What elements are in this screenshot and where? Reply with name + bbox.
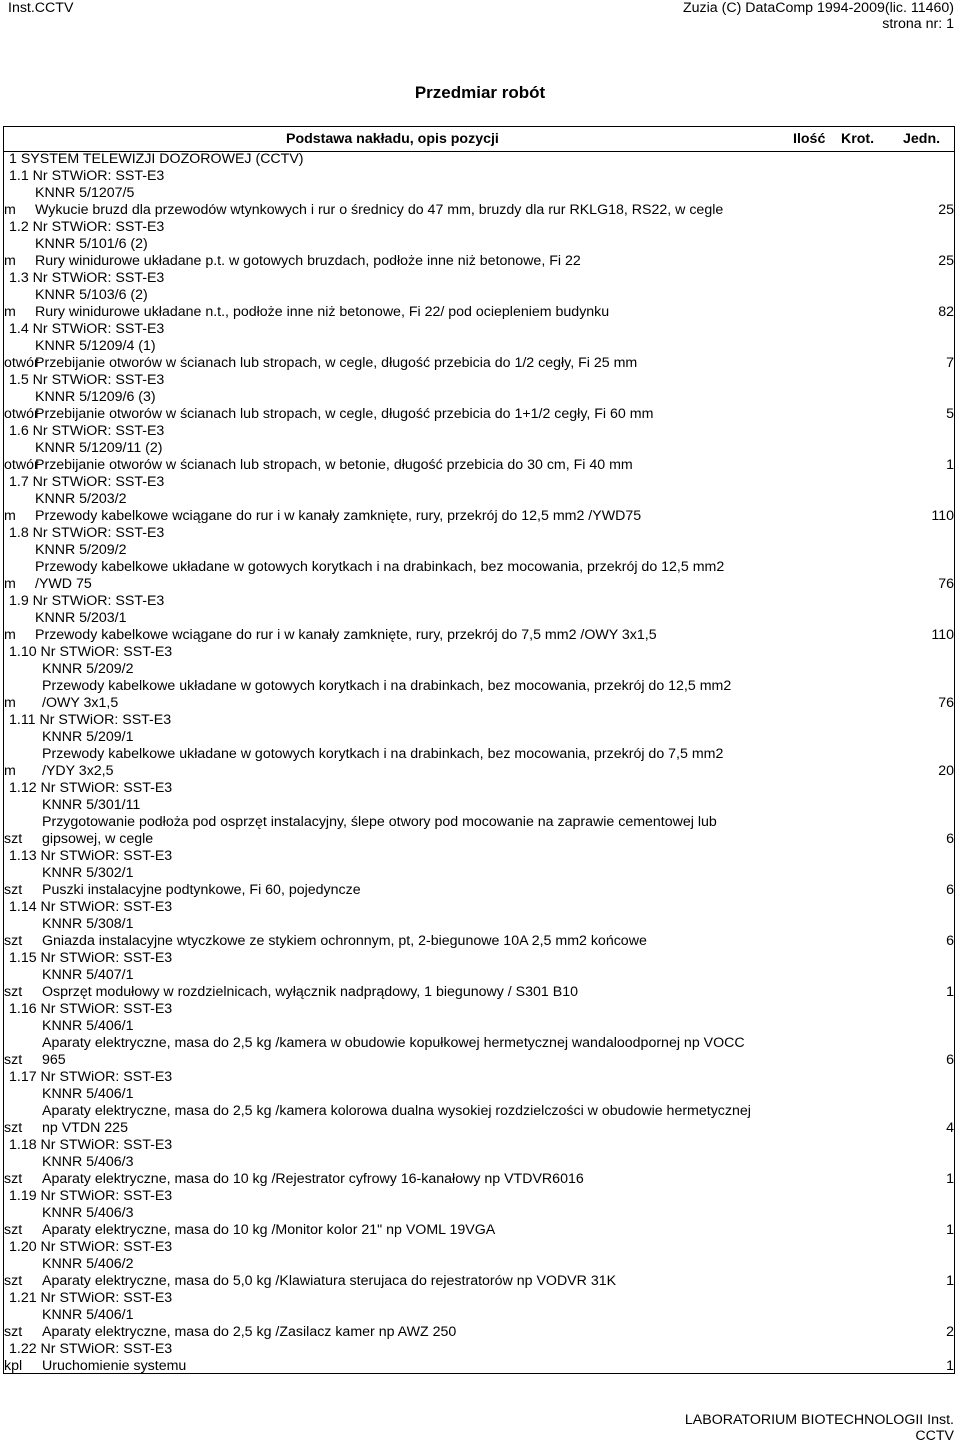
item-description: Przebijanie otworów w ścianach lub stropach, w cegle, długość przebicia do 1+1/2 cegły, Fi 60 mm [35,406,654,422]
item-code: 1.2 Nr STWiOR: SST-E3 [9,219,165,235]
footer-line1: LABORATORIUM BIOTECHNOLOGII Inst. [684,1412,954,1428]
item-qty: 7 [946,355,954,371]
item-qty: 6 [946,831,954,847]
item-code: 1.8 Nr STWiOR: SST-E3 [9,525,165,541]
item-knnr: KNNR 5/203/1 [35,610,127,626]
item-knnr: KNNR 5/406/3 [42,1154,134,1170]
item-description: /YDY 3x2,5 [42,763,114,779]
item-description: np VTDN 225 [42,1120,128,1136]
footer [685,1412,954,1444]
item-knnr: KNNR 5/1209/11 (2) [35,440,163,456]
item-qty: 6 [946,1052,954,1068]
item-unit: m [4,576,16,592]
item-unit: szt [4,882,23,898]
item-code: 1.16 Nr STWiOR: SST-E3 [9,1001,173,1017]
item-code: 1.5 Nr STWiOR: SST-E3 [9,372,165,388]
item-unit: szt [4,1222,23,1238]
item-qty: 6 [946,882,954,898]
item-description: Przewody kabelkowe układane w gotowych korytkach i na drabinkach, bez mocowania, przekrój do 7,5 mm2 [42,746,724,762]
item-code: 1.9 Nr STWiOR: SST-E3 [9,593,165,609]
estimate-table [3,126,955,1374]
item-unit: m [4,695,16,711]
item-description: Przebijanie otworów w ścianach lub stropach, w betonie, długość przebicia do 30 cm, Fi 40 mm [35,457,633,473]
item-qty: 25 [938,202,954,218]
item-unit: otwór [4,355,39,371]
item-qty: 1 [946,1171,954,1187]
item-knnr: KNNR 5/101/6 (2) [35,236,148,252]
item-knnr: KNNR 5/103/6 (2) [35,287,148,303]
column-krot: Krot. [841,131,875,147]
item-qty: 1 [946,1358,954,1374]
item-knnr: KNNR 5/406/1 [42,1307,134,1323]
item-description: Gniazda instalacyjne wtyczkowe ze stykiem ochronnym, pt, 2-biegunowe 10A 2,5 mm2 końcowe [42,933,647,949]
item-qty: 110 [931,627,954,643]
item-qty: 25 [938,253,954,269]
item-code: 1.12 Nr STWiOR: SST-E3 [9,780,173,796]
item-qty: 1 [946,984,954,1000]
column-qty: Ilość [793,131,826,147]
item-code: 1.3 Nr STWiOR: SST-E3 [9,270,165,286]
item-knnr: KNNR 5/1209/6 (3) [35,389,156,405]
header-left: Inst.CCTV [8,0,74,16]
item-knnr: KNNR 5/302/1 [42,865,134,881]
item-unit: szt [4,984,23,1000]
item-unit: szt [4,1120,23,1136]
item-description: Uruchomienie systemu [42,1358,187,1374]
item-code: 1.21 Nr STWiOR: SST-E3 [9,1290,173,1306]
item-knnr: KNNR 5/301/11 [42,797,141,813]
header-page-number: strona nr: 1 [882,16,954,32]
item-description: /YWD 75 [35,576,92,592]
item-code: 1.17 Nr STWiOR: SST-E3 [9,1069,173,1085]
item-unit: m [4,508,16,524]
item-code: 1.1 Nr STWiOR: SST-E3 [9,168,165,184]
item-unit: otwór [4,457,39,473]
item-qty: 2 [946,1324,954,1340]
item-description: Przewody kabelkowe wciągane do rur i w kanały zamknięte, rury, przekrój do 7,5 mm2 /OWY 3x1,5 [35,627,657,643]
item-description: /OWY 3x1,5 [42,695,119,711]
item-qty: 1 [946,1222,954,1238]
item-unit: szt [4,1171,23,1187]
item-code: 1.15 Nr STWiOR: SST-E3 [9,950,173,966]
item-qty: 76 [938,576,954,592]
item-knnr: KNNR 5/308/1 [42,916,134,932]
footer-line2: CCTV [915,1428,954,1444]
item-code: 1.11 Nr STWiOR: SST-E3 [9,712,172,728]
header-program: Zuzia (C) DataComp 1994-2009(lic. 11460) [682,0,954,16]
item-qty: 1 [946,1273,954,1289]
item-code: 1.7 Nr STWiOR: SST-E3 [9,474,165,490]
item-qty: 82 [938,304,954,320]
item-description: Osprzęt modułowy w rozdzielnicach, wyłącznik nadprądowy, 1 biegunowy / S301 B10 [42,984,578,1000]
item-code: 1.20 Nr STWiOR: SST-E3 [9,1239,173,1255]
item-unit: otwór [4,406,39,422]
item-code: 1.14 Nr STWiOR: SST-E3 [9,899,173,915]
item-knnr: KNNR 5/209/2 [35,542,127,558]
item-code: 1.10 Nr STWiOR: SST-E3 [9,644,173,660]
column-desc: Podstawa nakładu, opis pozycji [286,131,499,147]
item-code: 1.4 Nr STWiOR: SST-E3 [9,321,165,337]
item-code: 1.6 Nr STWiOR: SST-E3 [9,423,165,439]
item-unit: szt [4,933,23,949]
item-description: Rury winidurowe układane p.t. w gotowych bruzdach, podłoże inne niż betonowe, Fi 22 [35,253,581,269]
item-unit: szt [4,831,23,847]
item-knnr: KNNR 5/1207/5 [35,185,135,201]
item-qty: 20 [938,763,954,779]
item-knnr: KNNR 5/209/2 [42,661,134,677]
item-unit: szt [4,1324,23,1340]
item-qty: 4 [946,1120,954,1136]
item-description: Aparaty elektryczne, masa do 2,5 kg /kamera w obudowie kopułkowej hermetycznej wandaloodpornej np VOCC [42,1035,745,1051]
item-qty: 5 [946,406,954,422]
header-right [683,0,954,32]
item-code: 1.13 Nr STWiOR: SST-E3 [9,848,173,864]
item-unit: szt [4,1273,23,1289]
item-qty: 1 [946,457,954,473]
section-title: 1 SYSTEM TELEWIZJI DOZOROWEJ (CCTV) [9,151,304,167]
item-description: 965 [42,1052,66,1068]
item-knnr: KNNR 5/406/1 [42,1018,134,1034]
item-description: Przewody kabelkowe układane w gotowych korytkach i na drabinkach, bez mocowania, przekrój do 12,5 mm2 [35,559,725,575]
page-title: Przedmiar robót [414,83,546,102]
item-knnr: KNNR 5/406/3 [42,1205,134,1221]
item-description: Przewody kabelkowe wciągane do rur i w kanały zamknięte, rury, przekrój do 12,5 mm2 /YWD75 [35,508,642,524]
item-description: Przewody kabelkowe układane w gotowych korytkach i na drabinkach, bez mocowania, przekrój do 12,5 mm2 [42,678,732,694]
item-description: Aparaty elektryczne, masa do 10 kg /Monitor kolor 21" np VOML 19VGA [42,1222,496,1238]
item-description: Wykucie bruzd dla przewodów wtynkowych i rur o średnicy do 47 mm, bruzdy dla rur RKLG18, RS22, w cegle [35,202,724,218]
item-code: 1.22 Nr STWiOR: SST-E3 [9,1341,173,1357]
item-unit: m [4,627,16,643]
item-description: Przygotowanie podłoża pod osprzęt instalacyjny, ślepe otwory pod mocowanie na zaprawie cementowej lub [42,814,717,830]
column-unit: Jedn. [903,131,941,147]
item-unit: kpl [4,1358,23,1374]
item-unit: m [4,202,16,218]
item-code: 1.19 Nr STWiOR: SST-E3 [9,1188,173,1204]
item-qty: 76 [938,695,954,711]
item-description: Aparaty elektryczne, masa do 2,5 kg /kamera kolorowa dualna wysokiej rozdzielczości w obudowie hermetycznej [42,1103,751,1119]
item-description: Aparaty elektryczne, masa do 2,5 kg /Zasilacz kamer np AWZ 250 [42,1324,457,1340]
item-description: gipsowej, w cegle [42,831,154,847]
item-qty: 6 [946,933,954,949]
item-description: Przebijanie otworów w ścianach lub stropach, w cegle, długość przebicia do 1/2 cegły, Fi 25 mm [35,355,638,371]
table-header [4,127,954,152]
item-knnr: KNNR 5/1209/4 (1) [35,338,156,354]
item-unit: m [4,253,16,269]
item-knnr: KNNR 5/407/1 [42,967,134,983]
item-description: Rury winidurowe układane n.t., podłoże inne niż betonowe, Fi 22/ pod ociepleniem budynku [35,304,610,320]
item-code: 1.18 Nr STWiOR: SST-E3 [9,1137,173,1153]
item-knnr: KNNR 5/203/2 [35,491,127,507]
item-unit: m [4,763,16,779]
item-knnr: KNNR 5/406/2 [42,1256,134,1272]
item-knnr: KNNR 5/406/1 [42,1086,134,1102]
item-description: Aparaty elektryczne, masa do 10 kg /Rejestrator cyfrowy 16-kanałowy np VTDVR6016 [42,1171,584,1187]
item-unit: m [4,304,16,320]
item-qty: 110 [931,508,954,524]
item-unit: szt [4,1052,23,1068]
item-knnr: KNNR 5/209/1 [42,729,134,745]
item-description: Aparaty elektryczne, masa do 5,0 kg /Klawiatura sterujaca do rejestratorów np VODVR 31K [42,1273,617,1289]
item-description: Puszki instalacyjne podtynkowe, Fi 60, pojedyncze [42,882,361,898]
